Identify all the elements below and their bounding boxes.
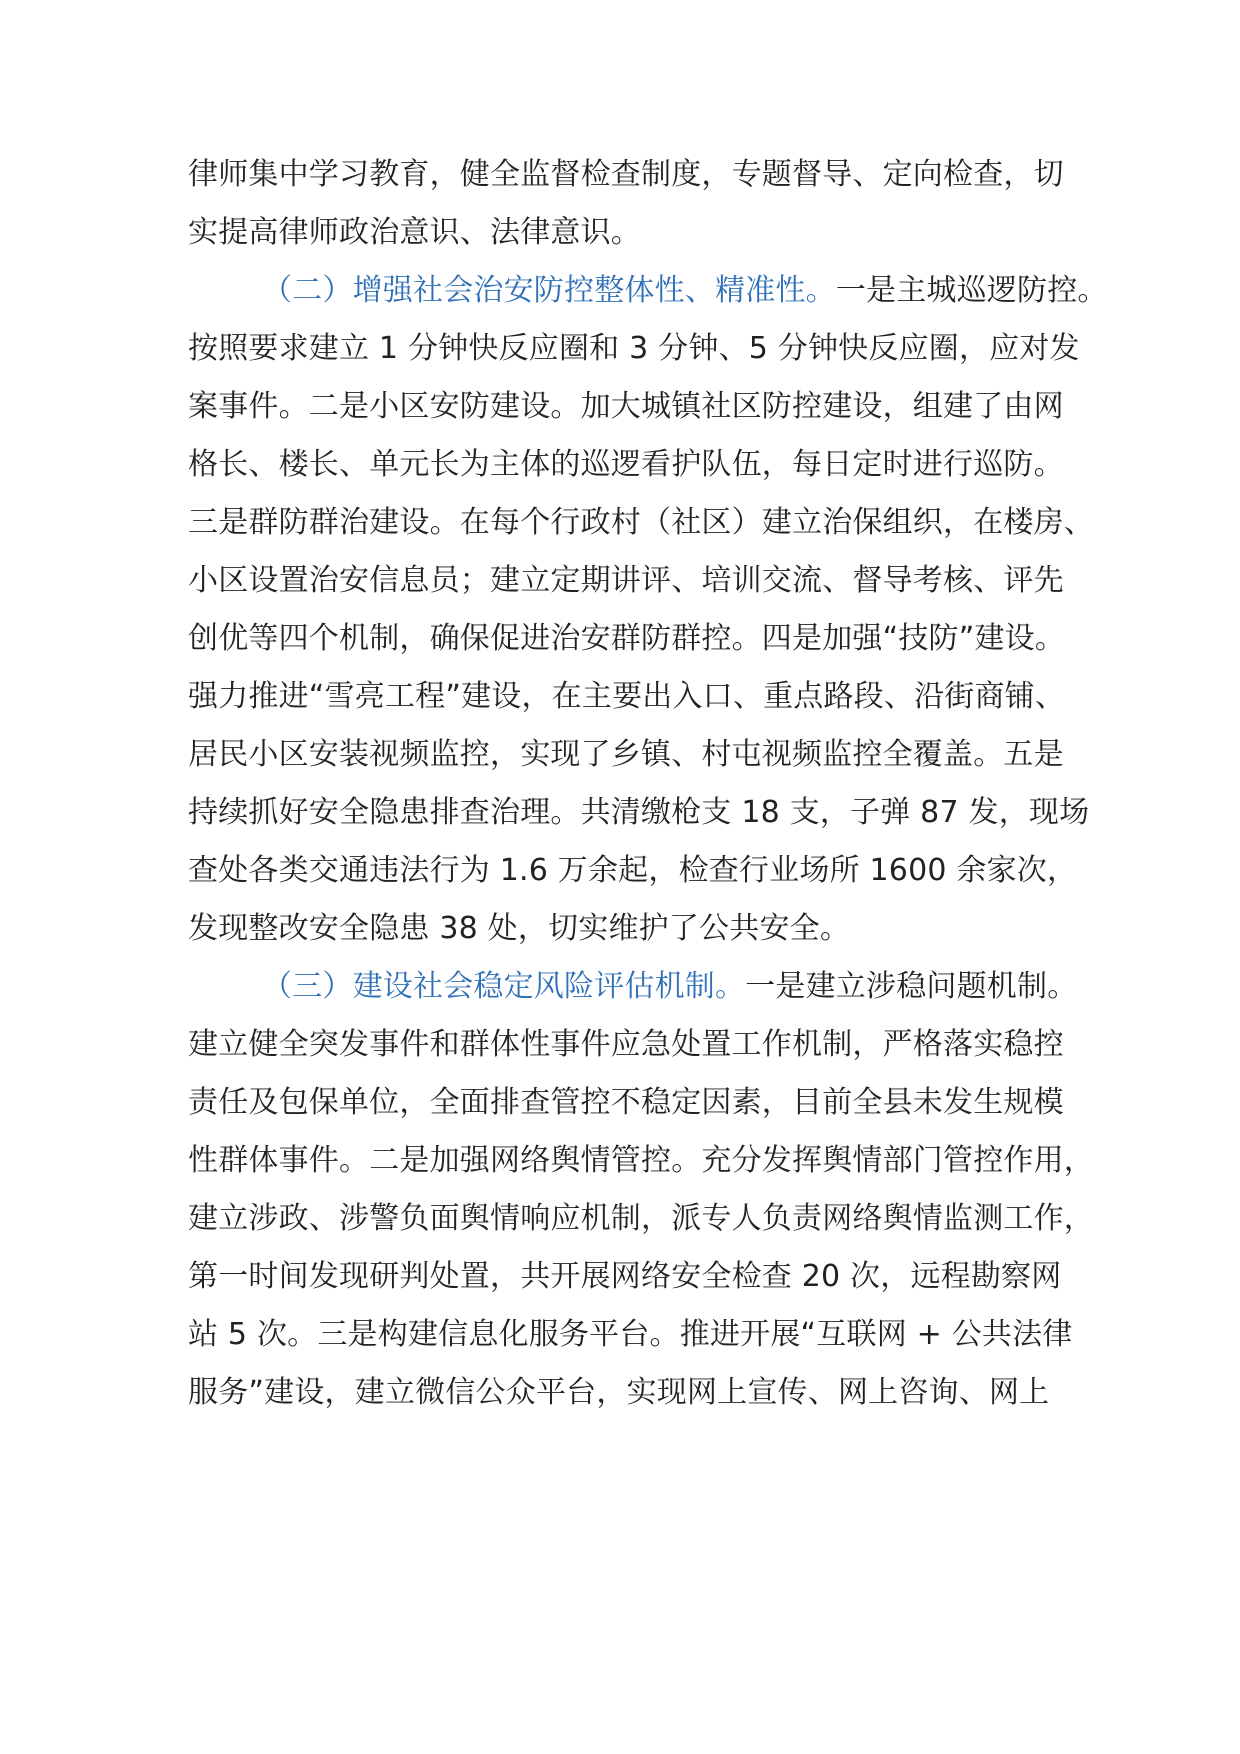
body-text-line: 站 5 次。三是构建信息化服务平台。推进开展“互联网 + 公共法律 (188, 1317, 1073, 1352)
body-text-line: 第一时间发现研判处置，共开展网络安全检查 20 次，远程勘察网 (188, 1259, 1062, 1294)
body-text-line: 居民小区安装视频监控，实现了乡镇、村屯视频监控全覆盖。五是 (188, 737, 1064, 772)
body-text-line: 建立健全突发事件和群体性事件应急处置工作机制，严格落实稳控 (188, 1027, 1064, 1062)
body-text-line: 持续抓好安全隐患排查治理。共清缴枪支 18 支，子弹 87 发，现场 (188, 795, 1090, 830)
body-text-line: 责任及包保单位，全面排查管控不稳定因素，目前全县未发生规模 (188, 1085, 1064, 1120)
body-text-line: 小区设置治安信息员；建立定期讲评、培训交流、督导考核、评先 (188, 563, 1064, 598)
body-text-line: 格长、楼长、单元长为主体的巡逻看护队伍，每日定时进行巡防。 (188, 447, 1064, 482)
section-heading-2: （二）增强社会治安防控整体性、精准性。 (262, 273, 836, 308)
body-text-line: 三是群防群治建设。在每个行政村（社区）建立治保组织，在楼房、 (188, 505, 1094, 540)
body-text-line: 建立涉政、涉警负面舆情响应机制，派专人负责网络舆情监测工作， (188, 1201, 1094, 1236)
body-text-line: 查处各类交通违法行为 1.6 万余起，检查行业场所 1600 余家次， (188, 853, 1078, 888)
body-text-line: 案事件。二是小区安防建设。加大城镇社区防控建设，组建了由网 (188, 389, 1064, 424)
body-text-line: 按照要求建立 1 分钟快反应圈和 3 分钟、5 分钟快反应圈，应对发 (188, 331, 1080, 366)
body-text-line: 强力推进“雪亮工程”建设，在主要出入口、重点路段、沿街商铺、 (188, 679, 1066, 714)
section-2-line (262, 271, 1108, 311)
body-text-inline: 一是建立涉稳问题机制。 (745, 969, 1078, 1004)
section-3-line (262, 967, 1077, 1007)
body-text-line: 创优等四个机制，确保促进治安群防群控。四是加强“技防”建设。 (188, 621, 1066, 656)
body-text-line: 实提高律师政治意识、法律意识。 (188, 215, 641, 250)
body-text-line: 发现整改安全隐患 38 处，切实维护了公共安全。 (188, 911, 851, 946)
body-text-line: 性群体事件。二是加强网络舆情管控。充分发挥舆情部门管控作用， (188, 1143, 1094, 1178)
body-text-line: 服务”建设，建立微信公众平台，实现网上宣传、网上咨询、网上 (188, 1375, 1050, 1410)
body-text-line: 律师集中学习教育，健全监督检查制度，专题督导、定向检查，切 (188, 157, 1064, 192)
section-heading-3: （三）建设社会稳定风险评估机制。 (262, 969, 746, 1004)
body-text-inline: 一是主城巡逻防控。 (835, 273, 1108, 308)
